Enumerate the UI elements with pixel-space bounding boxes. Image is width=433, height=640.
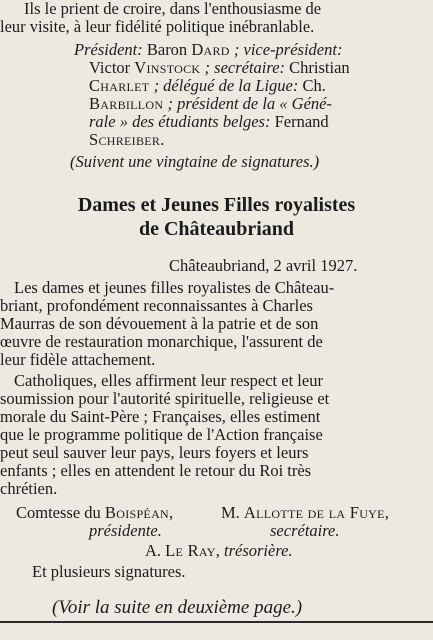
president-surname: Dard [191, 40, 230, 59]
paragraph-2-line: Catholiques, elles affirment leur respect et leur [14, 371, 323, 390]
comtesse-comma: , [169, 503, 174, 522]
leray-initial: A. [145, 541, 162, 560]
leray-signature [0, 542, 433, 560]
paragraph-1-line: œuvre de restauration monarchique, l'assurent de [0, 332, 323, 351]
vice-president-surname: Vinstock [134, 58, 201, 77]
allotte-signature [221, 504, 433, 522]
delegate-label: ; délégué de la Ligue: [153, 76, 299, 95]
allotte-prefix: M. [221, 503, 240, 522]
signatures-note: (Suivent une vingtaine de signatures.) [70, 152, 320, 171]
paragraph-2-line: peut seul sauver leur pays, leurs foyers et leurs [0, 443, 309, 462]
allotte-comma: , [384, 503, 389, 522]
general-name: Fernand [274, 112, 329, 131]
delegate-surname: Barbillon [89, 94, 164, 113]
general-surname: Schreiber [89, 130, 161, 149]
bottom-rule [0, 621, 433, 623]
paragraph-1-line: briant, profondément reconnaissantes à Charles [0, 296, 313, 315]
intro-line-1: Ils le prient de croire, dans l'enthousiasme de [24, 0, 322, 18]
signatories-line-2 [0, 59, 433, 77]
signatories-line-6 [0, 131, 433, 149]
paragraph-2-line: morale du Saint-Père ; Françaises, elles estiment [0, 407, 321, 426]
paragraph-2-line: chrétien. [0, 479, 58, 498]
vice-president-name: Victor [89, 58, 131, 77]
section-heading-line-2: de Châteaubriand [138, 218, 295, 240]
president-name: Baron [146, 40, 188, 59]
other-signatures: Et plusieurs signatures. [32, 562, 186, 581]
general-label-1: ; président de la « Géné- [167, 94, 332, 113]
footer-note: (Voir la suite en deuxième page.) [52, 597, 303, 618]
intro-line-2: leur visite, à leur fidélité politique inébranlable. [0, 17, 315, 36]
signatories-line-5 [0, 113, 433, 131]
allotte-surname: Allotte de la Fuye [243, 503, 385, 522]
secretary-surname: Charlet [89, 76, 150, 95]
signatories-line-4 [0, 95, 433, 113]
paragraph-1-line: Les dames et jeunes filles royalistes de Château- [14, 278, 335, 297]
paragraph-1-line: Maurras de son dévouement à la patrie et de son [0, 314, 319, 333]
paragraph-2-line: soumission pour l'autorité spirituelle, religieuse et [0, 389, 330, 408]
comtesse-surname: Boispéan [104, 503, 169, 522]
period: . [160, 130, 165, 149]
comtesse-role: présidente. [89, 521, 162, 540]
dateline: Châteaubriand, 2 avril 1927. [169, 256, 358, 275]
leray-role: trésorière. [224, 541, 293, 560]
paragraph-1-line: leur fidèle attachement. [0, 350, 156, 369]
comtesse-prefix: Comtesse du [16, 503, 101, 522]
president-label: Président: [74, 40, 143, 59]
paragraph-2-line: enfants ; elles en attendent le retour du Roi très [0, 461, 312, 480]
vice-president-label: ; vice-président: [233, 40, 343, 59]
delegate-name: Ch. [302, 76, 326, 95]
allotte-role: secrétaire. [270, 521, 340, 540]
leray-comma: , [215, 541, 220, 560]
general-label-2: rale » des étudiants belges: [89, 112, 271, 131]
leray-surname: Le Ray [165, 541, 216, 560]
signatories-line-1 [0, 41, 433, 59]
secretary-label: ; secrétaire: [204, 58, 286, 77]
signatories-line-3 [0, 77, 433, 95]
paragraph-2-line: que le programme politique de l'Action française [0, 425, 323, 444]
section-heading-line-1: Dames et Jeunes Filles royalistes [77, 194, 356, 216]
secretary-name: Christian [289, 58, 350, 77]
